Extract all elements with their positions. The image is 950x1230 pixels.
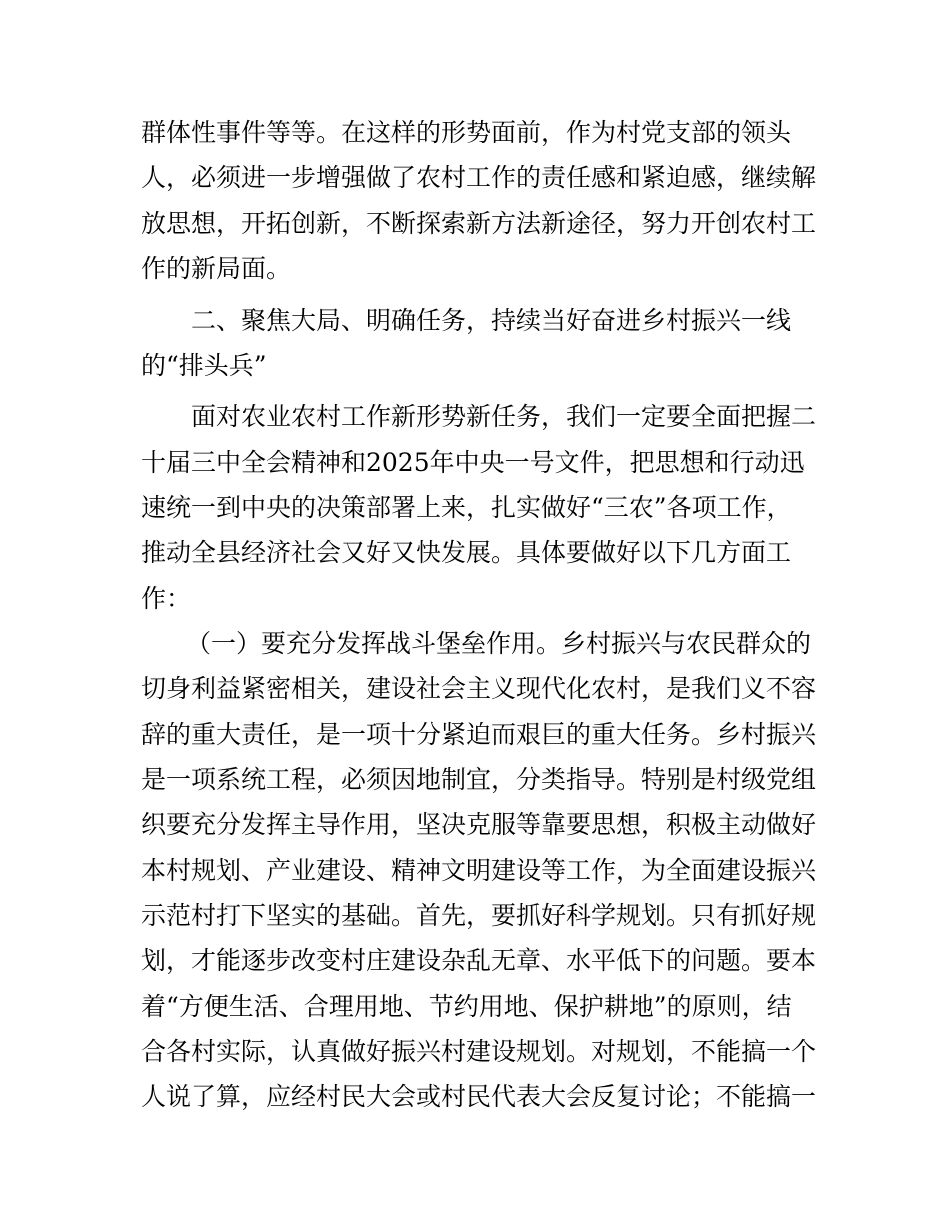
text-line: 人，必须进一步增强做了农村工作的责任感和紧迫感，继续解 (141, 163, 817, 192)
subsection-line: （一）要充分发挥战斗堡垒作用。乡村振兴与农民群众的 (186, 629, 812, 658)
text-line: 作的新局面。 (141, 254, 292, 283)
text-line: 辞的重大责任，是一项十分紧迫而艰巨的重大任务。乡村振兴 (141, 720, 817, 749)
section-heading-line: 的“排头兵” (141, 351, 267, 380)
text-line: 作： (141, 584, 192, 613)
text-line: 织要充分发挥主导作用，坚决克服等靠要思想，积极主动做好 (141, 810, 817, 839)
text-line: 速统一到中央的决策部署上来，扎实做好“三农”各项工作， (141, 493, 792, 522)
section-heading-line: 二、聚焦大局、明确任务，持续当好奋进乡村振兴一线 (191, 306, 792, 335)
text-line: 是一项系统工程，必须因地制宜，分类指导。特别是村级党组 (141, 765, 817, 794)
text-line: 切身利益紧密相关，建设社会主义现代化农村，是我们义不容 (141, 674, 817, 703)
text-line: 本村规划、产业建设、精神文明建设等工作，为全面建设振兴 (141, 856, 817, 885)
text-line: 推动全县经济社会又好又快发展。具体要做好以下几方面工 (141, 538, 792, 567)
text-line: 放思想，开拓创新，不断探索新方法新途径，努力开创农村工 (141, 209, 817, 238)
text-line: 着“方便生活、合理用地、节约用地、保护耕地”的原则，结 (141, 992, 792, 1021)
text-line: 面对农业农村工作新形势新任务，我们一定要全面把握二 (191, 402, 817, 431)
text-line: 群体性事件等等。在这样的形势面前，作为村党支部的领头 (141, 118, 792, 147)
text-line: 人说了算，应经村民大会或村民代表大会反复讨论；不能搞一 (141, 1082, 817, 1111)
text-line: 十届三中全会精神和2025年中央一号文件，把思想和行动迅 (141, 448, 805, 477)
text-line: 示范村打下坚实的基础。首先，要抓好科学规划。只有抓好规 (141, 901, 817, 930)
text-line: 划，才能逐步改变村庄建设杂乱无章、水平低下的问题。要本 (141, 946, 817, 975)
text-line: 合各村实际，认真做好振兴村建设规划。对规划，不能搞一个 (141, 1037, 817, 1066)
